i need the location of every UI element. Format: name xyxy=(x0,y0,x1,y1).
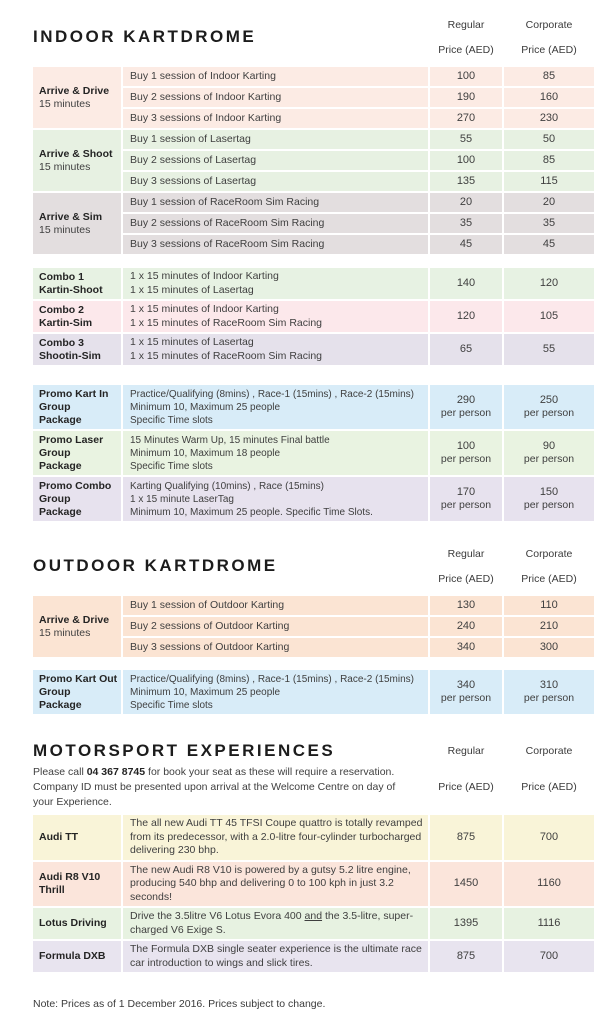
corporate-price-cell: 90 per person xyxy=(504,431,594,475)
regular-column-header: Regular xyxy=(447,745,485,757)
corporate-price-aed-label: Price (AED) xyxy=(521,780,577,793)
regular-price-cell: 290 per person xyxy=(430,385,502,429)
corporate-price-cell: 250 per person xyxy=(504,385,594,429)
outdoor-sessions-table xyxy=(33,596,594,657)
corporate-price-cell: 85 xyxy=(504,67,594,86)
row-label-arrive-shoot xyxy=(33,130,121,191)
row-label-audi-r8: Audi R8 V10 Thrill xyxy=(33,862,121,907)
regular-price-cell: 65 xyxy=(430,334,502,365)
regular-price-cell: 340 xyxy=(430,638,502,657)
row-label-promo-laser: Promo Laser Group Package xyxy=(33,431,121,475)
regular-price-cell: 170 per person xyxy=(430,477,502,521)
row-desc: 15 Minutes Warm Up, 15 minutes Final battle Minimum 10, Maximum 18 people Specific Time slots xyxy=(123,431,428,475)
corporate-column-header: Corporate xyxy=(525,547,573,560)
row-label-audi-tt: Audi TT xyxy=(33,815,121,860)
row-desc: Buy 1 session of Outdoor Karting xyxy=(123,596,428,615)
row-label-promo-kart-in: Promo Kart In Group Package xyxy=(33,385,121,429)
regular-price-cell: 190 xyxy=(430,88,502,107)
regular-price-cell: 875 xyxy=(430,941,502,972)
group-label: Arrive & Drive xyxy=(39,613,110,626)
group-label: Arrive & Sim xyxy=(39,210,103,223)
corporate-column-header: Corporate xyxy=(525,18,573,31)
phone-number: 04 367 8745 xyxy=(86,766,146,778)
corporate-price-cell: 160 xyxy=(504,88,594,107)
corporate-price-cell: 115 xyxy=(504,172,594,191)
corporate-price-cell: 210 xyxy=(504,617,594,636)
corporate-price-cell: 700 xyxy=(504,941,594,972)
row-desc: The new Audi R8 V10 is powered by a gutsy 5.2 litre engine, producing 540 bhp and delivering 0 to 100 kph in just 3.2 seconds! xyxy=(123,862,428,907)
corporate-price-cell: 110 xyxy=(504,596,594,615)
corporate-price-cell: 35 xyxy=(504,214,594,233)
indoor-section-header xyxy=(33,16,594,58)
corporate-price-cell: 55 xyxy=(504,334,594,365)
row-desc: The all new Audi TT 45 TFSI Coupe quattro is totally revamped from its predecessor, with a 2.0-litre four-cylinder turbocharged delivering 230 bhp. xyxy=(123,815,428,860)
row-desc: Practice/Qualifying (8mins) , Race-1 (15mins) , Race-2 (15mins) Minimum 10, Maximum 25 people Specific Time slots xyxy=(123,670,428,714)
regular-price-cell: 140 xyxy=(430,268,502,299)
regular-price-cell: 100 per person xyxy=(430,431,502,475)
row-label-formula-dxb: Formula DXB xyxy=(33,941,121,972)
corporate-price-cell: 105 xyxy=(504,301,594,332)
regular-price-cell: 340 per person xyxy=(430,670,502,714)
regular-column-header: Regular xyxy=(447,18,485,31)
motorsport-intro-text: Please call 04 367 8745 for book your seat as these will require a reservation. Company ID must be presented upon arrival at the Welcome Centre on day of your Experience. xyxy=(33,766,396,808)
row-desc: Drive the 3.5litre V6 Lotus Evora 400 and the 3.5-litre, super-charged V6 Exige S. xyxy=(123,908,428,939)
corporate-price-cell: 230 xyxy=(504,109,594,128)
corporate-price-cell: 50 xyxy=(504,130,594,149)
corporate-price-cell: 85 xyxy=(504,151,594,170)
regular-price-cell: 100 xyxy=(430,67,502,86)
regular-price-cell: 875 xyxy=(430,815,502,860)
row-desc: Buy 3 sessions of RaceRoom Sim Racing xyxy=(123,235,428,254)
row-desc: Buy 3 sessions of Lasertag xyxy=(123,172,428,191)
group-sublabel: 15 minutes xyxy=(39,97,91,110)
corporate-price-cell: 310 per person xyxy=(504,670,594,714)
indoor-promo-table xyxy=(33,385,594,521)
row-label-arrive-drive-outdoor xyxy=(33,596,121,657)
corporate-price-cell: 120 xyxy=(504,268,594,299)
regular-price-aed-label: Price (AED) xyxy=(438,43,494,56)
row-desc: Buy 1 session of Indoor Karting xyxy=(123,67,428,86)
regular-price-cell: 35 xyxy=(430,214,502,233)
outdoor-section-header xyxy=(33,545,594,587)
row-desc: Buy 3 sessions of Indoor Karting xyxy=(123,109,428,128)
row-desc: Buy 3 sessions of Outdoor Karting xyxy=(123,638,428,657)
regular-price-cell: 240 xyxy=(430,617,502,636)
combo-table xyxy=(33,268,594,365)
corporate-price-cell: 20 xyxy=(504,193,594,212)
regular-price-cell: 20 xyxy=(430,193,502,212)
regular-price-cell: 1395 xyxy=(430,908,502,939)
row-label-combo-1: Combo 1 Kartin-Shoot xyxy=(33,268,121,299)
regular-price-aed-label: Price (AED) xyxy=(438,780,494,793)
corporate-price-aed-label: Price (AED) xyxy=(521,572,577,585)
corporate-price-cell: 1116 xyxy=(504,908,594,939)
row-desc: Karting Qualifying (10mins) , Race (15mins) 1 x 15 minute LaserTag Minimum 10, Maximum 25 people. Specific Time Slots. xyxy=(123,477,428,521)
corporate-price-cell: 45 xyxy=(504,235,594,254)
motorsport-table xyxy=(33,815,594,972)
row-label-lotus: Lotus Driving xyxy=(33,908,121,939)
motorsport-section-header xyxy=(33,741,594,810)
row-label-combo-2: Combo 2 Kartin-Sim xyxy=(33,301,121,332)
group-sublabel: 15 minutes xyxy=(39,160,91,173)
regular-price-cell: 100 xyxy=(430,151,502,170)
group-label: Arrive & Drive xyxy=(39,84,110,97)
row-desc: 1 x 15 minutes of Indoor Karting 1 x 15 minutes of RaceRoom Sim Racing xyxy=(123,301,428,332)
regular-price-cell: 55 xyxy=(430,130,502,149)
row-label-promo-kart-out: Promo Kart Out Group Package xyxy=(33,670,121,714)
row-label-arrive-sim xyxy=(33,193,121,254)
regular-price-cell: 270 xyxy=(430,109,502,128)
row-desc: Buy 2 sessions of Indoor Karting xyxy=(123,88,428,107)
row-desc: Buy 1 session of RaceRoom Sim Racing xyxy=(123,193,428,212)
row-desc: 1 x 15 minutes of Indoor Karting 1 x 15 minutes of Lasertag xyxy=(123,268,428,299)
motorsport-section-title: MOTORSPORT EXPERIENCES xyxy=(33,741,336,760)
regular-price-aed-label: Price (AED) xyxy=(438,572,494,585)
row-label-arrive-drive xyxy=(33,67,121,128)
regular-column-header: Regular xyxy=(447,547,485,560)
corporate-price-cell: 300 xyxy=(504,638,594,657)
row-desc: Buy 2 sessions of Lasertag xyxy=(123,151,428,170)
row-desc: 1 x 15 minutes of Lasertag 1 x 15 minutes of RaceRoom Sim Racing xyxy=(123,334,428,365)
row-desc: Practice/Qualifying (8mins) , Race-1 (15mins) , Race-2 (15mins) Minimum 10, Maximum 25 people Specific Time slots xyxy=(123,385,428,429)
row-desc: Buy 2 sessions of RaceRoom Sim Racing xyxy=(123,214,428,233)
group-sublabel: 15 minutes xyxy=(39,626,91,639)
outdoor-promo-table xyxy=(33,670,594,714)
row-desc: Buy 2 sessions of Outdoor Karting xyxy=(123,617,428,636)
indoor-section-title: INDOOR KARTDROME xyxy=(33,27,257,46)
group-label: Arrive & Shoot xyxy=(39,147,113,160)
row-label-combo-3: Combo 3 Shootin-Sim xyxy=(33,334,121,365)
row-desc: The Formula DXB single seater experience is the ultimate race car introduction to wings and slick tires. xyxy=(123,941,428,972)
corporate-price-cell: 700 xyxy=(504,815,594,860)
corporate-column-header: Corporate xyxy=(525,745,573,757)
row-desc: Buy 1 session of Lasertag xyxy=(123,130,428,149)
regular-price-cell: 130 xyxy=(430,596,502,615)
corporate-price-cell: 1160 xyxy=(504,862,594,907)
group-sublabel: 15 minutes xyxy=(39,223,91,236)
corporate-price-cell: 150 per person xyxy=(504,477,594,521)
corporate-price-aed-label: Price (AED) xyxy=(521,43,577,56)
indoor-sessions-table xyxy=(33,67,594,254)
regular-price-cell: 120 xyxy=(430,301,502,332)
footnote: Note: Prices as of 1 December 2016. Prices subject to change. xyxy=(33,998,326,1010)
regular-price-cell: 135 xyxy=(430,172,502,191)
regular-price-cell: 45 xyxy=(430,235,502,254)
row-label-promo-combo: Promo Combo Group Package xyxy=(33,477,121,521)
regular-price-cell: 1450 xyxy=(430,862,502,907)
outdoor-section-title: OUTDOOR KARTDROME xyxy=(33,556,278,575)
